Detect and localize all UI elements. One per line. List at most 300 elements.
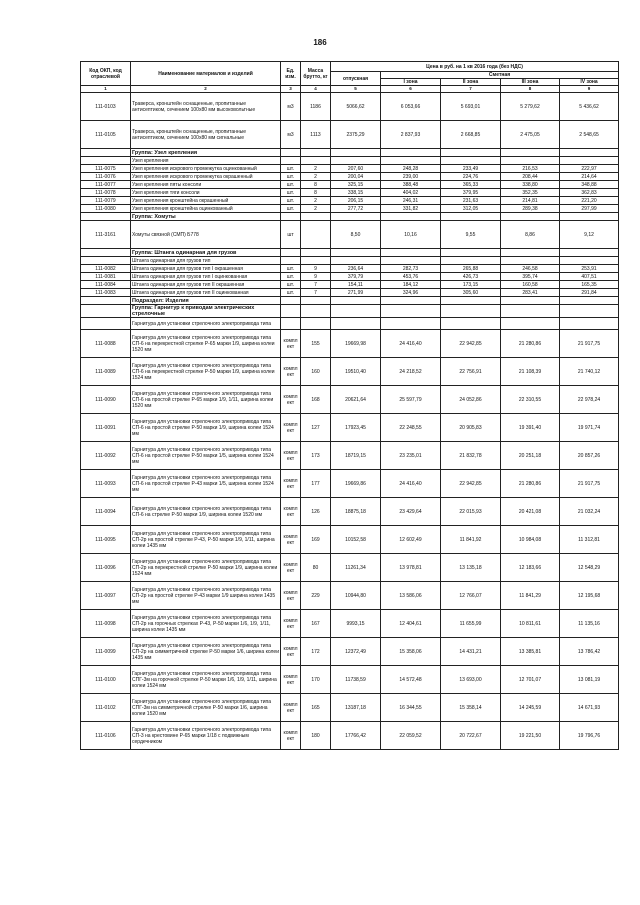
price-zone-1: 453,76 xyxy=(381,273,441,281)
empty-cell xyxy=(301,305,331,318)
price-zone-3: 352,35 xyxy=(501,189,560,197)
item-code: 111-0083 xyxy=(81,289,131,297)
price-zone-3: 11 841,29 xyxy=(501,582,560,610)
empty-cell xyxy=(331,249,381,257)
group-row xyxy=(81,249,619,257)
group-row xyxy=(81,213,619,221)
empty-cell xyxy=(381,305,441,318)
table-row xyxy=(81,197,619,205)
price-zone-3: 12 701,07 xyxy=(501,666,560,694)
table-row xyxy=(81,173,619,181)
item-name: Гарнитура для установки стрелочного электропривода типа СП-2р на простой стрелке Р-43 марки 1/9 ширина колеи 1435 мм xyxy=(131,582,281,610)
table-row xyxy=(81,666,619,694)
price-zone-3: 14 245,59 xyxy=(501,694,560,722)
table-row xyxy=(81,526,619,554)
price-zone-3: 2 475,05 xyxy=(501,121,560,149)
item-mass: 165 xyxy=(301,694,331,722)
empty-cell xyxy=(501,149,560,157)
price-table xyxy=(80,61,619,750)
empty-cell xyxy=(381,257,441,265)
table-row xyxy=(81,470,619,498)
price-release: 5066,62 xyxy=(331,93,381,121)
item-code: 111-0103 xyxy=(81,93,131,121)
group-title: Группа: Хомуты xyxy=(131,213,281,221)
price-zone-4: 21 740,12 xyxy=(560,358,619,386)
empty-cell xyxy=(81,297,131,305)
item-unit: компл ект xyxy=(281,694,301,722)
price-zone-2: 22 015,93 xyxy=(441,498,501,526)
group-title: Подраздел: Изделия xyxy=(131,297,281,305)
price-zone-4: 407,51 xyxy=(560,273,619,281)
item-code: 111-0076 xyxy=(81,173,131,181)
empty-cell xyxy=(381,318,441,330)
empty-cell xyxy=(331,213,381,221)
column-number: 3 xyxy=(281,86,301,93)
empty-cell xyxy=(281,297,301,305)
price-release: 207,60 xyxy=(331,165,381,173)
empty-cell xyxy=(381,157,441,165)
item-code: 111-0081 xyxy=(81,273,131,281)
table-row xyxy=(81,330,619,358)
item-unit: шт. xyxy=(281,273,301,281)
item-code: 111-0077 xyxy=(81,181,131,189)
item-code: 111-0097 xyxy=(81,582,131,610)
group-row xyxy=(81,297,619,305)
price-zone-4: 21 917,75 xyxy=(560,330,619,358)
price-zone-1: 12 404,61 xyxy=(381,610,441,638)
item-mass: 2 xyxy=(301,205,331,213)
price-zone-4: 21 032,24 xyxy=(560,498,619,526)
column-number: 2 xyxy=(131,86,281,93)
price-zone-3: 21 280,86 xyxy=(501,330,560,358)
empty-cell xyxy=(281,249,301,257)
empty-cell xyxy=(331,318,381,330)
item-mass: 1113 xyxy=(301,121,331,149)
price-zone-3: 208,44 xyxy=(501,173,560,181)
table-row xyxy=(81,610,619,638)
table-row xyxy=(81,414,619,442)
price-zone-2: 365,33 xyxy=(441,181,501,189)
empty-cell xyxy=(501,249,560,257)
price-zone-2: 13 693,00 xyxy=(441,666,501,694)
empty-cell xyxy=(331,305,381,318)
item-name: Гарнитура для установки стрелочного электропривода типа СП-2р на простой стрелке Р-43, Р-50 марки 1/9, 1/11, ширина колеи 1435 мм xyxy=(131,526,281,554)
header-zone-2: II зона xyxy=(441,79,501,86)
empty-cell xyxy=(381,149,441,157)
table-row xyxy=(81,121,619,149)
empty-cell xyxy=(331,149,381,157)
price-zone-2: 21 832,78 xyxy=(441,442,501,470)
item-unit: компл ект xyxy=(281,666,301,694)
page-number: 186 xyxy=(313,38,327,47)
item-name: Хомуты связной (СМП) Б778 xyxy=(131,221,281,249)
empty-cell xyxy=(81,305,131,318)
empty-cell xyxy=(301,297,331,305)
empty-cell xyxy=(441,305,501,318)
table-row xyxy=(81,638,619,666)
group-row xyxy=(81,149,619,157)
item-name: Узел крепления кронштейна оцинкованный xyxy=(131,205,281,213)
item-name: Гарнитура для установки стрелочного электропривода типа СП-6 на простой стрелке Р-43 марки 1/5, ширина колеи 1524 мм xyxy=(131,470,281,498)
column-number-row xyxy=(81,86,619,93)
price-zone-4: 11 135,16 xyxy=(560,610,619,638)
empty-cell xyxy=(501,157,560,165)
subgroup-title: Гарнитура для установки стрелочного электропривода типа xyxy=(131,318,281,330)
item-unit: компл ект xyxy=(281,470,301,498)
table-body xyxy=(81,93,619,750)
item-mass: 155 xyxy=(301,330,331,358)
item-code: 111-0090 xyxy=(81,386,131,414)
price-release: 200,04 xyxy=(331,173,381,181)
price-release: 8,50 xyxy=(331,221,381,249)
price-zone-1: 10,16 xyxy=(381,221,441,249)
price-zone-4: 222,97 xyxy=(560,165,619,173)
item-unit: компл ект xyxy=(281,442,301,470)
subgroup-title: Узел крепления xyxy=(131,157,281,165)
price-zone-2: 426,73 xyxy=(441,273,501,281)
price-zone-4: 214,64 xyxy=(560,173,619,181)
price-zone-4: 19 971,74 xyxy=(560,414,619,442)
table-row xyxy=(81,442,619,470)
price-zone-2: 2 668,85 xyxy=(441,121,501,149)
price-zone-4: 21 917,75 xyxy=(560,470,619,498)
table-row xyxy=(81,273,619,281)
price-zone-3: 22 310,55 xyxy=(501,386,560,414)
item-code: 111-0100 xyxy=(81,666,131,694)
empty-cell xyxy=(501,297,560,305)
price-release: 277,72 xyxy=(331,205,381,213)
item-mass: 7 xyxy=(301,289,331,297)
empty-cell xyxy=(301,157,331,165)
price-release: 325,15 xyxy=(331,181,381,189)
price-zone-1: 184,12 xyxy=(381,281,441,289)
item-unit: компл ект xyxy=(281,414,301,442)
empty-cell xyxy=(441,213,501,221)
item-name: Гарнитура для установки стрелочного электропривода типа СП-6 на стрелке Р-50 марки 1/9, ширина колеи 1520 мм xyxy=(131,498,281,526)
item-code: 111-0080 xyxy=(81,205,131,213)
item-code: 111-3161 xyxy=(81,221,131,249)
price-zone-2: 9,55 xyxy=(441,221,501,249)
table-row xyxy=(81,205,619,213)
item-unit: компл ект xyxy=(281,526,301,554)
price-zone-2: 20 722,67 xyxy=(441,722,501,750)
empty-cell xyxy=(331,157,381,165)
item-name: Гарнитура для установки стрелочного электропривода типа СП-6 на перекрестной стрелке Р-65 марки 1/9, ширина колеи 1520 мм xyxy=(131,330,281,358)
table-row xyxy=(81,498,619,526)
column-number: 5 xyxy=(331,86,381,93)
item-mass: 2 xyxy=(301,165,331,173)
item-unit: шт. xyxy=(281,197,301,205)
item-unit: шт xyxy=(281,221,301,249)
price-zone-4: 20 857,26 xyxy=(560,442,619,470)
price-zone-3: 19 221,50 xyxy=(501,722,560,750)
price-zone-3: 12 183,66 xyxy=(501,554,560,582)
price-zone-4: 165,35 xyxy=(560,281,619,289)
price-zone-2: 233,49 xyxy=(441,165,501,173)
table-row xyxy=(81,289,619,297)
price-zone-2: 11 655,99 xyxy=(441,610,501,638)
price-zone-1: 12 602,49 xyxy=(381,526,441,554)
item-name: Узел крепления искрового промежутка оцинкованный xyxy=(131,165,281,173)
header-zone-3: III зона xyxy=(501,79,560,86)
header-price-release: отпускная xyxy=(331,72,381,86)
item-name: Штанга одинарная для грузов тип I окрашенная xyxy=(131,265,281,273)
price-zone-2: 11 841,92 xyxy=(441,526,501,554)
empty-cell xyxy=(301,149,331,157)
price-zone-3: 20 251,18 xyxy=(501,442,560,470)
column-number: 1 xyxy=(81,86,131,93)
price-zone-3: 20 421,08 xyxy=(501,498,560,526)
table-row xyxy=(81,181,619,189)
header-unit: Ед. изм. xyxy=(281,62,301,86)
column-number: 7 xyxy=(441,86,501,93)
subgroup-title: Штанга одинарная для грузов тип xyxy=(131,257,281,265)
item-name: Узел крепления тяги консоли xyxy=(131,189,281,197)
price-zone-1: 22 248,55 xyxy=(381,414,441,442)
price-zone-1: 24 416,40 xyxy=(381,330,441,358)
group-row xyxy=(81,305,619,318)
item-unit: шт. xyxy=(281,289,301,297)
empty-cell xyxy=(441,318,501,330)
price-zone-3: 8,86 xyxy=(501,221,560,249)
price-zone-2: 5 693,01 xyxy=(441,93,501,121)
table-row xyxy=(81,221,619,249)
empty-cell xyxy=(281,257,301,265)
column-number: 4 xyxy=(301,86,331,93)
price-release: 20621,64 xyxy=(331,386,381,414)
empty-cell xyxy=(441,249,501,257)
item-mass: 167 xyxy=(301,610,331,638)
item-mass: 2 xyxy=(301,173,331,181)
price-zone-2: 379,95 xyxy=(441,189,501,197)
price-zone-4: 22 978,24 xyxy=(560,386,619,414)
item-unit: шт. xyxy=(281,181,301,189)
price-zone-2: 14 431,21 xyxy=(441,638,501,666)
price-zone-1: 324,96 xyxy=(381,289,441,297)
price-zone-3: 246,58 xyxy=(501,265,560,273)
price-release: 9993,15 xyxy=(331,610,381,638)
subgroup-row xyxy=(81,157,619,165)
empty-cell xyxy=(560,305,619,318)
price-zone-2: 22 756,91 xyxy=(441,358,501,386)
price-release: 11738,59 xyxy=(331,666,381,694)
empty-cell xyxy=(441,297,501,305)
price-zone-3: 283,41 xyxy=(501,289,560,297)
item-name: Гарнитура для установки стрелочного электропривода типа СП-2р на перекрестной стрелке Р-50 марки 1/9, ширина колеи 1524 мм xyxy=(131,554,281,582)
price-zone-1: 6 053,66 xyxy=(381,93,441,121)
price-release: 19669,86 xyxy=(331,470,381,498)
price-zone-1: 24 218,52 xyxy=(381,358,441,386)
table-row xyxy=(81,722,619,750)
price-zone-2: 173,15 xyxy=(441,281,501,289)
price-zone-2: 22 942,85 xyxy=(441,470,501,498)
empty-cell xyxy=(81,149,131,157)
item-name: Гарнитура для установки стрелочного электропривода типа СП-6 на простой стрелке Р-50 марки 1/9, ширина колеи 1524 мм xyxy=(131,414,281,442)
price-zone-2: 15 358,14 xyxy=(441,694,501,722)
item-mass: 8 xyxy=(301,181,331,189)
empty-cell xyxy=(501,257,560,265)
empty-cell xyxy=(281,305,301,318)
item-mass: 80 xyxy=(301,554,331,582)
empty-cell xyxy=(501,318,560,330)
price-zone-2: 224,76 xyxy=(441,173,501,181)
empty-cell xyxy=(301,318,331,330)
price-zone-2: 24 052,86 xyxy=(441,386,501,414)
group-title: Группа: Штанга одинарная для грузов xyxy=(131,249,281,257)
subgroup-row xyxy=(81,318,619,330)
group-title: Группа: Узел крепления xyxy=(131,149,281,157)
empty-cell xyxy=(81,257,131,265)
empty-cell xyxy=(441,149,501,157)
price-release: 19510,40 xyxy=(331,358,381,386)
price-zone-1: 404,02 xyxy=(381,189,441,197)
price-zone-2: 305,60 xyxy=(441,289,501,297)
price-release: 18875,18 xyxy=(331,498,381,526)
price-zone-4: 221,20 xyxy=(560,197,619,205)
empty-cell xyxy=(81,157,131,165)
item-mass: 9 xyxy=(301,265,331,273)
empty-cell xyxy=(501,213,560,221)
price-zone-4: 362,83 xyxy=(560,189,619,197)
item-mass: 2 xyxy=(301,197,331,205)
item-code: 111-0092 xyxy=(81,442,131,470)
price-zone-3: 19 391,40 xyxy=(501,414,560,442)
item-name: Траверса, кронштейн оснащенные, пропитанные антисептиком, сечением 100х80 мм сигнальные xyxy=(131,121,281,149)
item-mass: 229 xyxy=(301,582,331,610)
empty-cell xyxy=(81,213,131,221)
price-zone-1: 22 059,52 xyxy=(381,722,441,750)
item-unit: м3 xyxy=(281,93,301,121)
item-code: 111-0095 xyxy=(81,526,131,554)
item-mass: 160 xyxy=(301,358,331,386)
price-release: 154,11 xyxy=(331,281,381,289)
empty-cell xyxy=(331,257,381,265)
price-zone-3: 10 984,08 xyxy=(501,526,560,554)
item-mass: 126 xyxy=(301,498,331,526)
price-zone-2: 13 135,18 xyxy=(441,554,501,582)
item-mass: 7 xyxy=(301,281,331,289)
price-zone-4: 14 671,93 xyxy=(560,694,619,722)
price-zone-4: 12 548,29 xyxy=(560,554,619,582)
price-zone-2: 20 905,83 xyxy=(441,414,501,442)
item-unit: шт. xyxy=(281,189,301,197)
item-unit: шт. xyxy=(281,281,301,289)
empty-cell xyxy=(81,249,131,257)
price-zone-3: 216,53 xyxy=(501,165,560,173)
item-name: Гарнитура для установки стрелочного электропривода типа СП-3 на крестовине Р-65 марки 1/18 с подвижным сердечником xyxy=(131,722,281,750)
item-unit: шт. xyxy=(281,165,301,173)
header-mass: Масса брутто, кг xyxy=(301,62,331,86)
group-title: Группа: Гарнитур к приводам электрических стрелочные xyxy=(131,305,281,318)
item-unit: компл ект xyxy=(281,498,301,526)
column-number: 9 xyxy=(560,86,619,93)
price-zone-1: 13 586,06 xyxy=(381,582,441,610)
price-release: 2375,29 xyxy=(331,121,381,149)
price-zone-1: 388,48 xyxy=(381,181,441,189)
item-name: Штанга одинарная для грузов тип II оцинкованная xyxy=(131,289,281,297)
price-zone-1: 23 235,01 xyxy=(381,442,441,470)
empty-cell xyxy=(381,297,441,305)
price-zone-2: 22 942,85 xyxy=(441,330,501,358)
item-name: Узел крепления искрового промежутка окрашенный xyxy=(131,173,281,181)
column-number: 8 xyxy=(501,86,560,93)
price-zone-3: 21 108,39 xyxy=(501,358,560,386)
header-zone-1: I зона xyxy=(381,79,441,86)
item-code: 111-0102 xyxy=(81,694,131,722)
price-release: 379,79 xyxy=(331,273,381,281)
price-zone-2: 231,63 xyxy=(441,197,501,205)
empty-cell xyxy=(560,318,619,330)
item-code: 111-0091 xyxy=(81,414,131,442)
item-name: Гарнитура для установки стрелочного электропривода типа СП-6 на перекрестной стрелке Р-50 марки 1/9, ширина колеи 1524 мм xyxy=(131,358,281,386)
header-price-title: Цена в руб. на 1 кв 2016 года (без НДС) xyxy=(331,62,619,72)
item-mass: 1186 xyxy=(301,93,331,121)
item-unit: компл ект xyxy=(281,554,301,582)
price-zone-4: 253,91 xyxy=(560,265,619,273)
item-name: Гарнитура для установки стрелочного электропривода типа СП-6 на простой стрелке Р-65 марки 1/9, 1/11, ширина колеи 1520 мм xyxy=(131,386,281,414)
table-row xyxy=(81,165,619,173)
item-mass: 127 xyxy=(301,414,331,442)
price-zone-1: 13 978,81 xyxy=(381,554,441,582)
item-code: 111-0082 xyxy=(81,265,131,273)
item-name: Гарнитура для установки стрелочного электропривода типа СПГ-3м на горочной стрелке Р-50 марки 1/6, 1/9, 1/11, ширина колеи 1524 мм xyxy=(131,666,281,694)
price-zone-4: 9,12 xyxy=(560,221,619,249)
item-unit: компл ект xyxy=(281,386,301,414)
empty-cell xyxy=(441,257,501,265)
header-zone-4: IV зона xyxy=(560,79,619,86)
empty-cell xyxy=(81,318,131,330)
table-row xyxy=(81,281,619,289)
price-zone-3: 21 280,86 xyxy=(501,470,560,498)
price-zone-4: 13 786,42 xyxy=(560,638,619,666)
item-unit: компл ект xyxy=(281,610,301,638)
price-release: 338,15 xyxy=(331,189,381,197)
price-zone-4: 12 195,68 xyxy=(560,582,619,610)
item-mass: 9 xyxy=(301,273,331,281)
price-zone-3: 5 279,62 xyxy=(501,93,560,121)
item-unit: компл ект xyxy=(281,722,301,750)
item-unit: шт. xyxy=(281,173,301,181)
price-zone-1: 331,82 xyxy=(381,205,441,213)
price-zone-4: 291,84 xyxy=(560,289,619,297)
item-code: 111-0094 xyxy=(81,498,131,526)
price-zone-4: 297,99 xyxy=(560,205,619,213)
empty-cell xyxy=(281,149,301,157)
item-name: Траверса, кронштейн оснащенные, пропитанные антисептиком, сечением 100х80 мм высоковольтные xyxy=(131,93,281,121)
item-unit: шт. xyxy=(281,205,301,213)
price-zone-4: 348,88 xyxy=(560,181,619,189)
empty-cell xyxy=(381,249,441,257)
item-name: Штанга одинарная для грузов тип II окрашенная xyxy=(131,281,281,289)
price-release: 10944,80 xyxy=(331,582,381,610)
empty-cell xyxy=(301,257,331,265)
empty-cell xyxy=(301,213,331,221)
item-mass: 172 xyxy=(301,638,331,666)
item-unit: шт. xyxy=(281,265,301,273)
table-header xyxy=(81,62,619,93)
price-zone-4: 13 081,19 xyxy=(560,666,619,694)
item-unit: компл ект xyxy=(281,638,301,666)
empty-cell xyxy=(331,297,381,305)
item-mass: 168 xyxy=(301,386,331,414)
price-release: 11261,34 xyxy=(331,554,381,582)
item-code: 111-0106 xyxy=(81,722,131,750)
item-code: 111-0105 xyxy=(81,121,131,149)
price-zone-3: 160,58 xyxy=(501,281,560,289)
item-code: 111-0096 xyxy=(81,554,131,582)
price-zone-4: 19 796,76 xyxy=(560,722,619,750)
price-zone-2: 12 766,07 xyxy=(441,582,501,610)
